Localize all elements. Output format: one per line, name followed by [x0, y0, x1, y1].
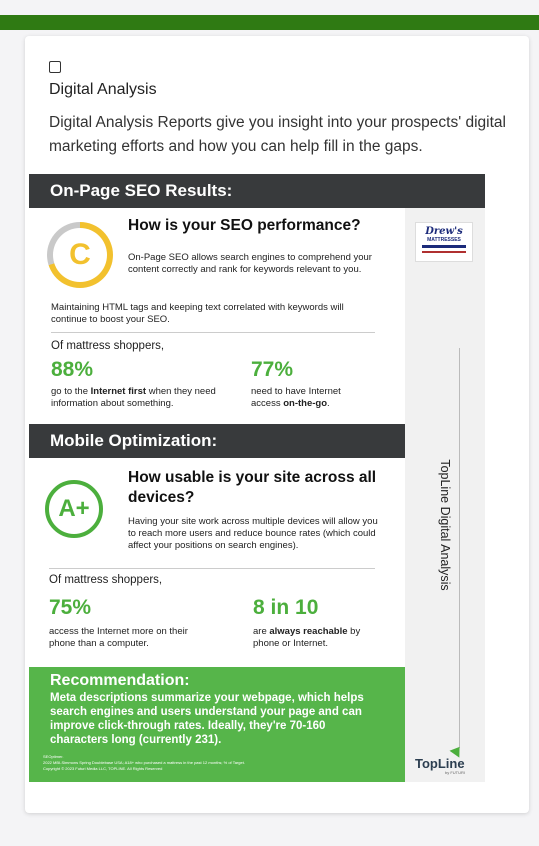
recommendation-title: Recommendation:: [50, 672, 190, 689]
card-description: Digital Analysis Reports give you insight into your prospects' digital marketing efforts and how you can help fill in the gaps.: [49, 114, 506, 155]
seo-description: On-Page SEO allows search engines to comprehend your content correctly and rank for keywords relevant to you.: [128, 252, 372, 275]
mobile-stat1-value: 75%: [49, 596, 92, 619]
seo-note: Maintaining HTML tags and keeping text correlated with keywords will continue to boost your SEO.: [51, 302, 344, 325]
seo-stat2-text: need to have Internet access on-the-go.: [251, 386, 341, 409]
report-sidebar: [405, 208, 485, 782]
mobile-band: Mobile Optimization:: [29, 424, 405, 458]
report-card: [25, 36, 529, 813]
topline-logo: [415, 746, 479, 776]
footnote-2: 2022 MBI-Simmons Spring Doublebase USA; A18+ who purchased a mattress in the past 12 months; % of Target.: [43, 760, 245, 765]
top-accent-bar: [0, 15, 539, 30]
client-logo-name: Drew's: [425, 226, 463, 237]
select-checkbox[interactable]: [49, 61, 61, 73]
topline-brand-sub: by FUTURI: [445, 770, 465, 775]
seo-stat2-value: 77%: [251, 358, 294, 381]
mobile-stat2-value: 8 in 10: [253, 596, 319, 619]
card-title: Digital Analysis: [49, 81, 157, 98]
client-logo-sub: MATTRESSES: [427, 237, 461, 243]
mobile-shoppers-label: Of mattress shoppers,: [49, 574, 163, 586]
seo-stat1-text: go to the Internet first when they need information about something.: [51, 386, 216, 409]
recommendation-panel: [29, 667, 405, 782]
footnote-3: Copyright © 2023 Futuri Media LLC, TOPLINE. All Rights Reserved: [43, 766, 163, 771]
client-logo-mark: [422, 245, 466, 253]
mobile-question: How usable is your site across all devices?: [128, 469, 377, 506]
mobile-grade-badge: A+: [45, 480, 103, 538]
seo-grade-badge: [47, 222, 113, 288]
mobile-stat1-text: access the Internet more on their phone than a computer.: [49, 626, 188, 649]
seo-shoppers-label: Of mattress shoppers,: [51, 340, 165, 352]
footnote-1: SEOptimer.: [43, 754, 64, 759]
vertical-report-title: TopLine Digital Analysis: [438, 459, 452, 591]
mobile-stat2-text: are always reachable by phone or Internet.: [253, 626, 361, 649]
seo-stat1-value: 88%: [51, 358, 94, 381]
recommendation-text: Meta descriptions summarize your webpage, which helps search engines and users understand your page and can improve click-through rates. Ideally, they're 70-160 characters long (currently 231).: [50, 692, 364, 746]
topline-brand: TopLine: [415, 756, 465, 771]
mobile-description: Having your site work across multiple devices will allow you to reach more users and reduce bounce rates (which could affect your positions on search engines).: [128, 516, 378, 551]
report-preview-image[interactable]: [29, 174, 485, 782]
seo-band: On-Page SEO Results:: [29, 174, 485, 208]
client-logo: [415, 222, 473, 262]
seo-grade-letter: C: [53, 228, 107, 282]
seo-question: How is your SEO performance?: [128, 217, 361, 234]
